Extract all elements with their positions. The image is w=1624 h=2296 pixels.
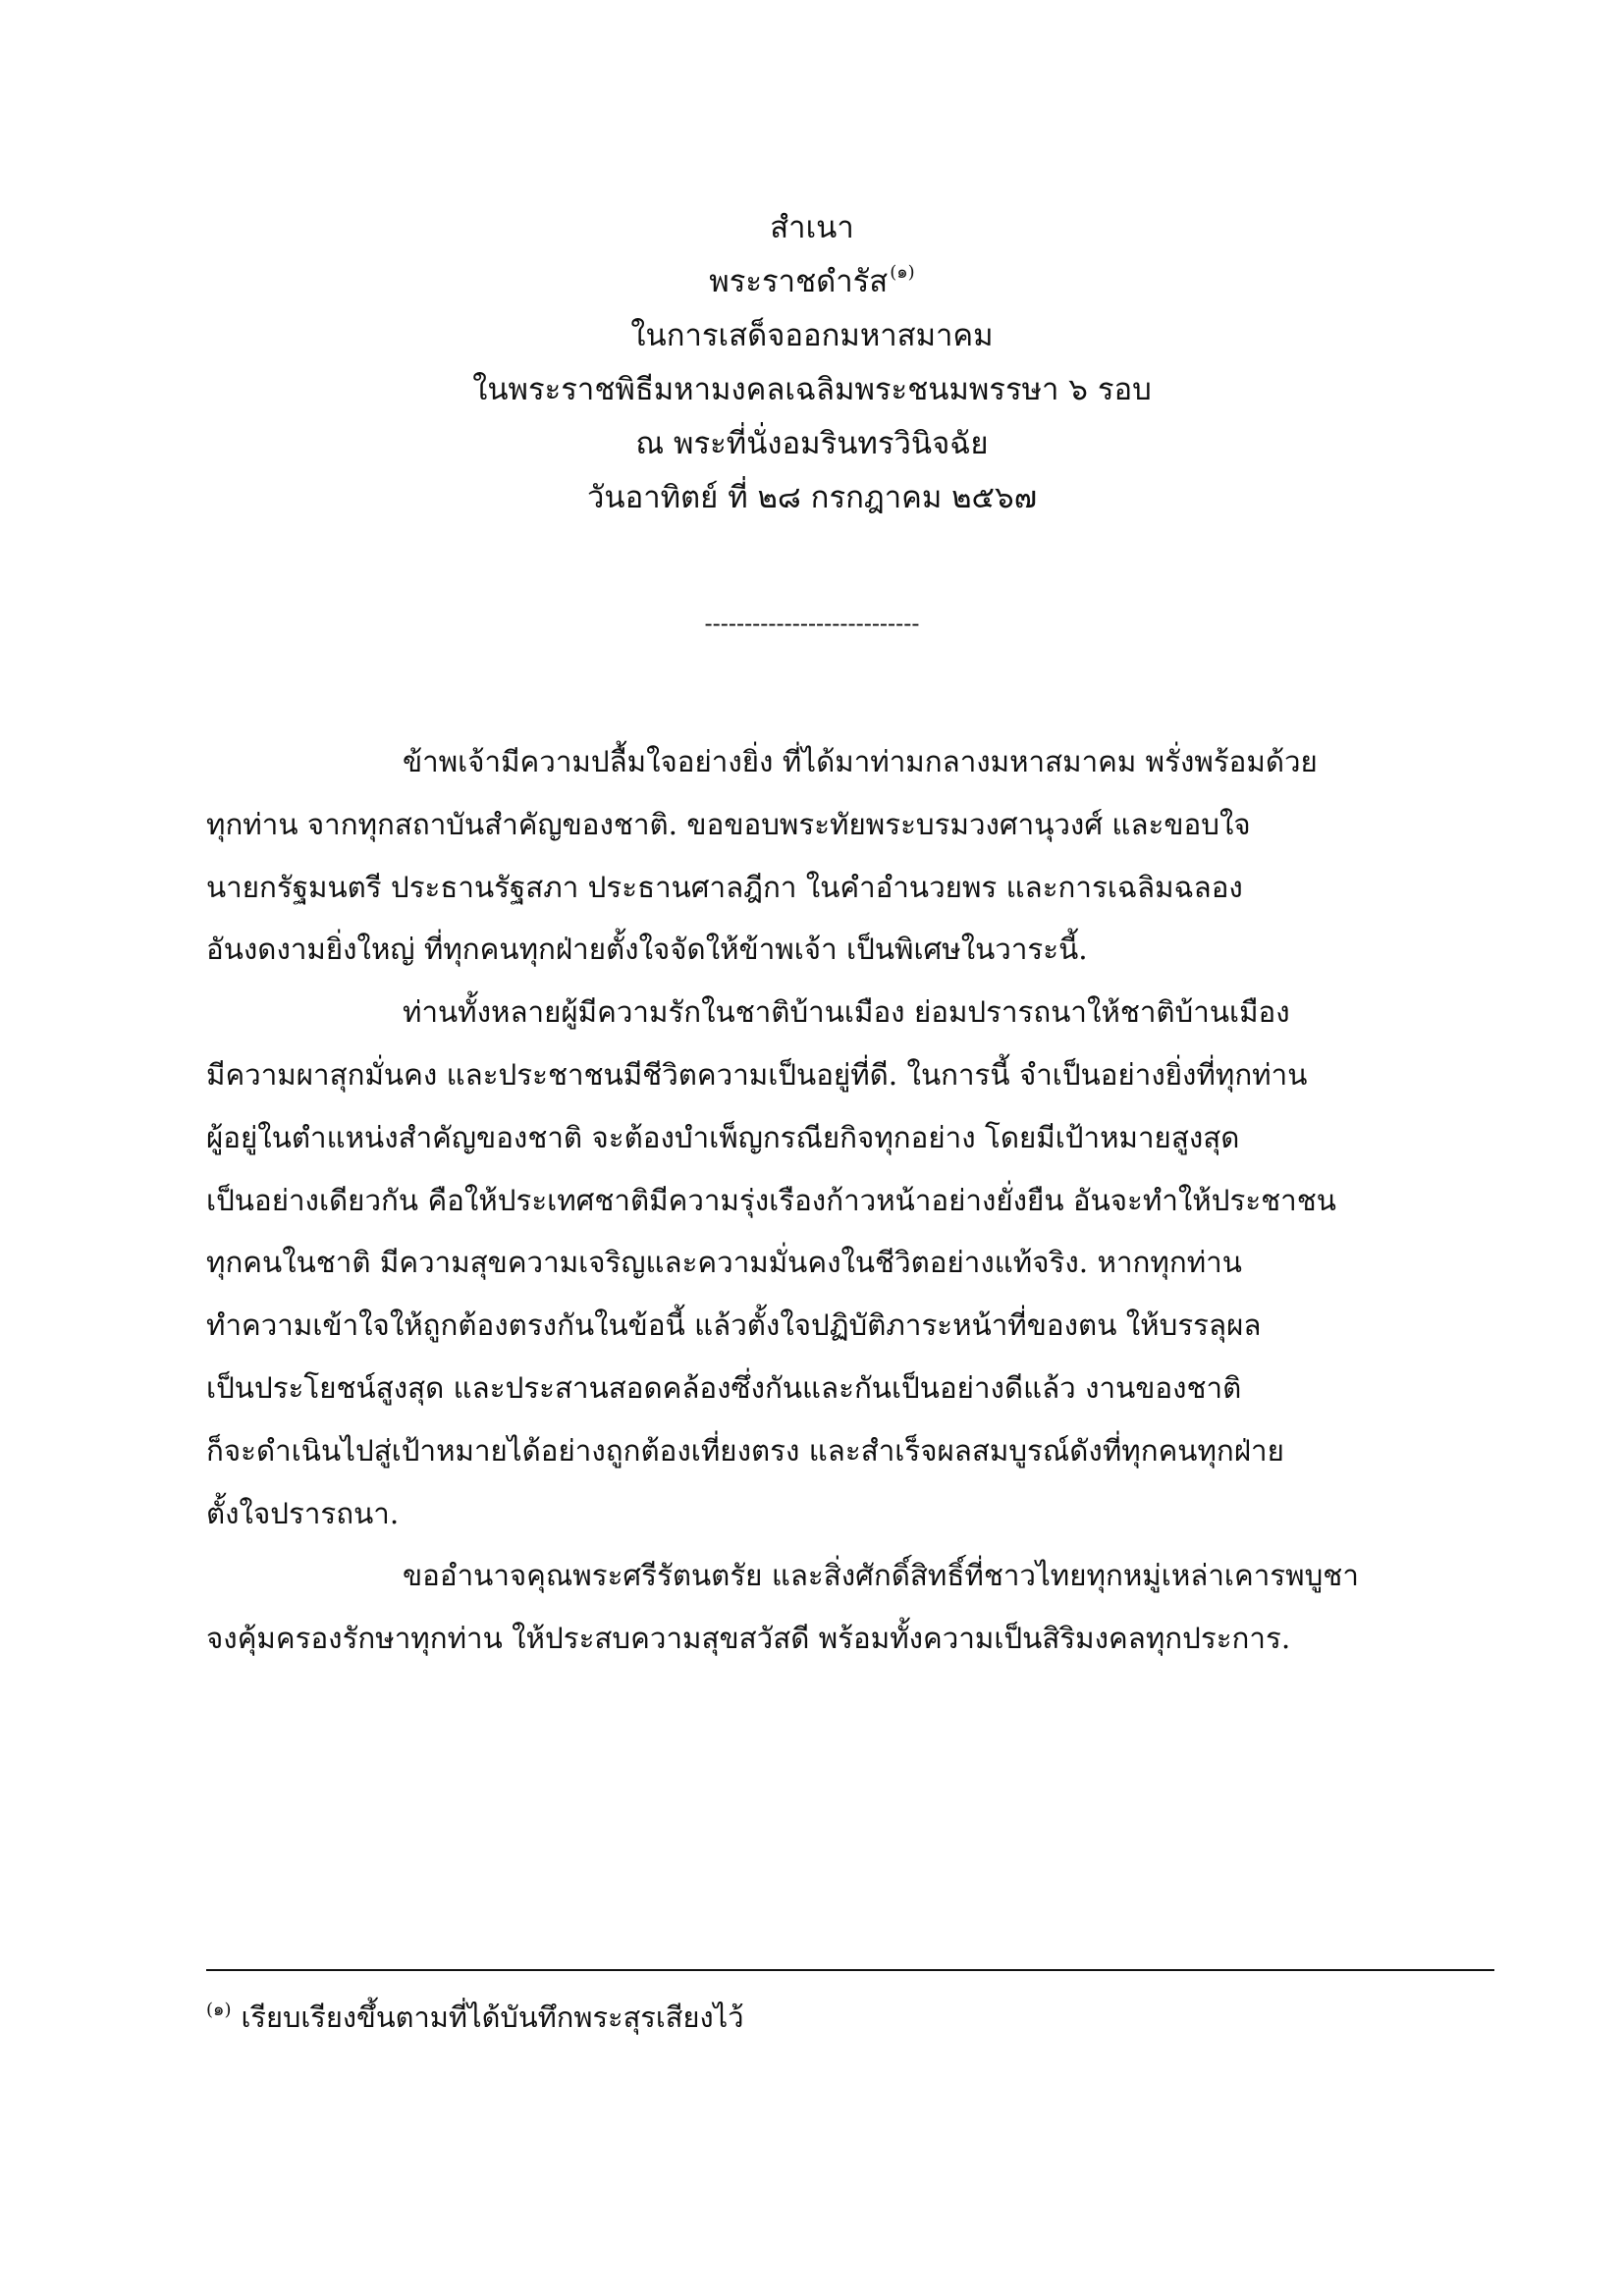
body-line: ตั้งใจปรารถนา. <box>206 1496 400 1530</box>
body-line: อันงดงามยิ่งใหญ่ ที่ทุกคนทุกฝ่ายตั้งใจจัดให้ข้าพเจ้า เป็นพิเศษในวาระนี้. <box>206 933 1088 967</box>
body-line: ผู้อยู่ในตำแหน่งสำคัญของชาติ จะต้องบำเพ็ญกรณียกิจทุกอย่าง โดยมีเป้าหมายสูงสุด <box>206 1120 1240 1154</box>
header-divider: --------------------------- <box>704 610 920 637</box>
footnote-text: เรียบเรียงขึ้นตามที่ได้บันทึกพระสุรเสียงไว้ <box>241 2001 744 2034</box>
header-line-date: วันอาทิตย์ ที่ ๒๘ กรกฎาคม ๒๕๖๗ <box>586 480 1038 515</box>
header-line-royal-speech <box>0 255 1624 309</box>
speech-body <box>206 731 1502 1671</box>
header-line-copy: สำเนา <box>770 210 854 245</box>
body-line: ทุกท่าน จากทุกสถาบันสำคัญของชาติ. ขอขอบพระทัยพระบรมวงศานุวงศ์ และขอบใจ <box>206 807 1251 841</box>
footnote <box>206 1993 1494 2047</box>
body-line: ทำความเข้าใจให้ถูกต้องตรงกันในข้อนี้ แล้วตั้งใจปฏิบัติภาระหน้าที่ของตน ให้บรรลุผล <box>206 1308 1262 1343</box>
header-footnote-ref: (๑) <box>890 262 915 283</box>
footnote-separator <box>206 1969 1494 1971</box>
header-line-venue: ณ พระที่นั่งอมรินทรวินิจฉัย <box>635 426 989 461</box>
body-line: มีความผาสุกมั่นคง และประชาชนมีชีวิตความเป็นอยู่ที่ดี. ในการนี้ จำเป็นอย่างยิ่งที่ทุกท่าน <box>206 1057 1308 1092</box>
document-header <box>0 201 1624 525</box>
header-line-ceremony: ในพระราชพิธีมหามงคลเฉลิมพระชนมพรรษา ๖ รอบ <box>472 372 1152 407</box>
body-line: จงคุ้มครองรักษาทุกท่าน ให้ประสบความสุขสวัสดี พร้อมทั้งความเป็นสิริมงคลทุกประการ. <box>206 1622 1291 1656</box>
body-line: ท่านทั้งหลายผู้มีความรักในชาติบ้านเมือง ย่อมปรารถนาให้ชาติบ้านเมือง <box>403 995 1290 1030</box>
header-line-royal-speech-text: พระราชดำรัส <box>709 264 889 299</box>
body-line: นายกรัฐมนตรี ประธานรัฐสภา ประธานศาลฎีกา ในคำอำนวยพร และการเฉลิมฉลอง <box>206 870 1243 904</box>
body-line: ก็จะดำเนินไปสู่เป้าหมายได้อย่างถูกต้องเที่ยงตรง และสำเร็จผลสมบูรณ์ดังที่ทุกคนทุกฝ่าย <box>206 1433 1284 1468</box>
body-line: ขออำนาจคุณพระศรีรัตนตรัย และสิ่งศักดิ์สิทธิ์ที่ชาวไทยทุกหมู่เหล่าเคารพบูชา <box>403 1559 1359 1593</box>
body-line: ทุกคนในชาติ มีความสุขความเจริญและความมั่นคงในชีวิตอย่างแท้จริง. หากทุกท่าน <box>206 1246 1242 1280</box>
body-line: เป็นประโยชน์สูงสุด และประสานสอดคล้องซึ่งกันและกันเป็นอย่างดีแล้ว งานของชาติ <box>206 1370 1242 1405</box>
footnote-mark: (๑) <box>206 2000 232 2020</box>
body-line: เป็นอย่างเดียวกัน คือให้ประเทศชาติมีความรุ่งเรืองก้าวหน้าอย่างยั่งยืน อันจะทำให้ประชาชน <box>206 1183 1336 1217</box>
body-line: ข้าพเจ้ามีความปลื้มใจอย่างยิ่ง ที่ได้มาท่ามกลางมหาสมาคม พรั่งพร้อมด้วย <box>403 745 1318 778</box>
header-line-occasion: ในการเสด็จออกมหาสมาคม <box>630 318 994 353</box>
